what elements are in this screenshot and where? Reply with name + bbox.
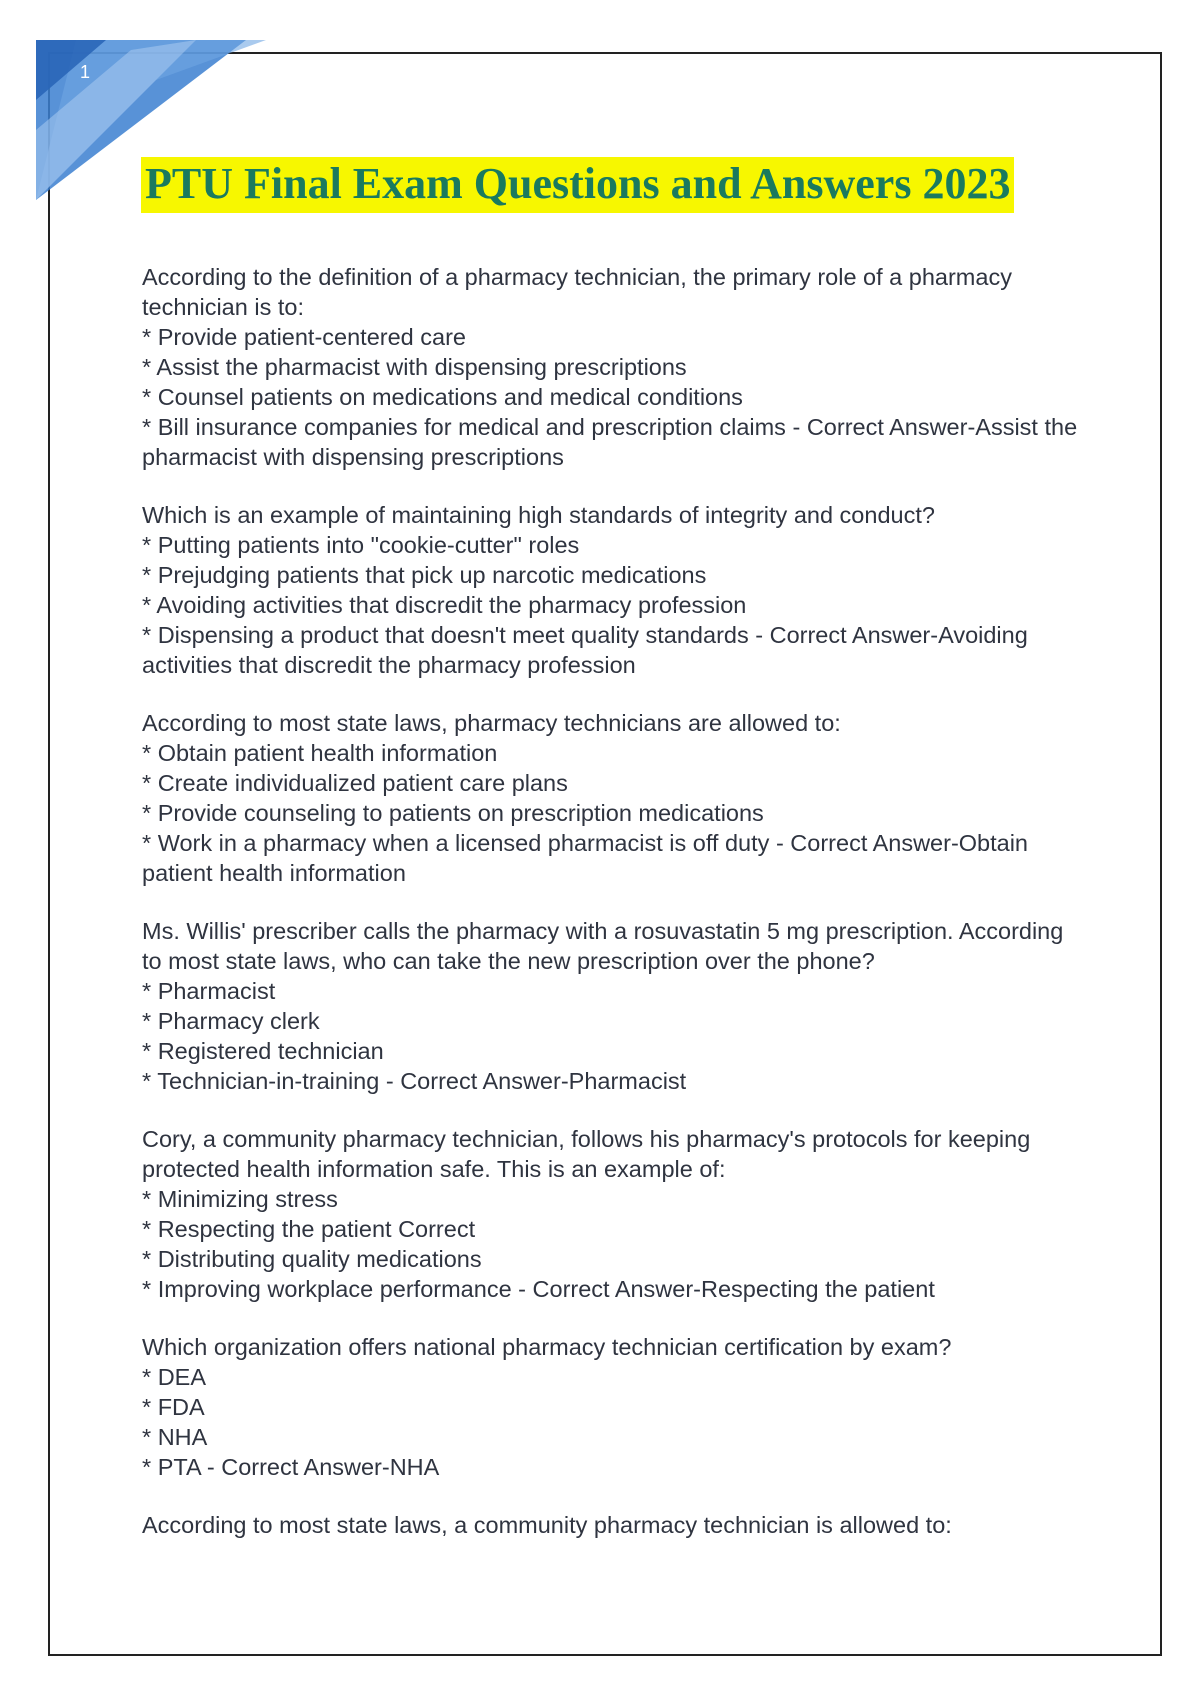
answer-option [142,798,1082,828]
asterisk-bullet-icon: * [142,1246,158,1272]
correct-answer: - Correct Answer-Obtain patient health information [142,830,1029,886]
asterisk-bullet-icon: * [142,1186,158,1212]
asterisk-bullet-icon: * [142,830,158,856]
answer-option-text: Pharmacist [157,978,276,1004]
answer-option-text: Dispensing a product that doesn't meet quality standards [157,622,749,648]
answer-option [142,1274,1082,1304]
answer-option-text: Obtain patient health information [157,740,498,766]
asterisk-bullet-icon: * [142,1394,158,1420]
answer-option-text: Respecting the patient Correct [157,1216,476,1242]
question-text: Which organization offers national pharmacy technician certification by exam? [142,1334,952,1360]
asterisk-bullet-icon: * [142,1364,158,1390]
answer-option-text: Bill insurance companies for medical and prescription claims [157,414,786,440]
asterisk-bullet-icon: * [142,354,157,380]
question-block [142,708,1082,888]
asterisk-bullet-icon: * [142,384,158,410]
document-title: PTU Final Exam Questions and Answers 2023 [141,157,1014,213]
asterisk-bullet-icon: * [142,532,158,558]
answer-option [142,560,1082,590]
asterisk-bullet-icon: * [142,1008,158,1034]
answer-option [142,590,1082,620]
question-block [142,1124,1082,1304]
question-block [142,1510,1082,1540]
answer-option [142,352,1082,382]
asterisk-bullet-icon: * [142,1276,158,1302]
asterisk-bullet-icon: * [142,562,158,588]
answer-option [142,738,1082,768]
answer-option [142,382,1082,412]
asterisk-bullet-icon: * [142,622,158,648]
asterisk-bullet-icon: * [142,1424,158,1450]
asterisk-bullet-icon: * [142,1454,158,1480]
answer-option [142,1422,1082,1452]
answer-option-text: Create individualized patient care plans [157,770,568,796]
asterisk-bullet-icon: * [142,1038,158,1064]
answer-option [142,1006,1082,1036]
answer-option [142,620,1082,680]
answer-option [142,828,1082,888]
answer-option-text: Putting patients into "cookie-cutter" roles [157,532,580,558]
answer-option-text: Minimizing stress [157,1186,338,1212]
question-block [142,500,1082,680]
answer-option [142,1214,1082,1244]
answer-option [142,530,1082,560]
question-text: According to most state laws, a community pharmacy technician is allowed to: [142,1512,952,1538]
answer-option-text: Provide counseling to patients on prescription medications [157,800,764,826]
asterisk-bullet-icon: * [142,978,158,1004]
asterisk-bullet-icon: * [142,800,158,826]
answer-option-text: Assist the pharmacist with dispensing prescriptions [156,354,687,380]
asterisk-bullet-icon: * [142,414,158,440]
question-list [142,262,1082,1568]
question-text: Cory, a community pharmacy technician, follows his pharmacy's protocols for keeping protected health information safe. This is an example of: [142,1126,1031,1182]
question-text: Ms. Willis' prescriber calls the pharmacy with a rosuvastatin 5 mg prescription. According to most state laws, who can take the new prescription over the phone? [142,918,1064,974]
answer-option [142,1392,1082,1422]
asterisk-bullet-icon: * [142,1068,158,1094]
answer-option-text: PTA [157,1454,201,1480]
asterisk-bullet-icon: * [142,1216,158,1242]
answer-option [142,1244,1082,1274]
answer-option [142,1452,1082,1482]
question-text: According to the definition of a pharmacy technician, the primary role of a pharmacy technician is to: [142,264,1012,320]
answer-option-text: Avoiding activities that discredit the pharmacy profession [156,592,747,618]
answer-option-text: Distributing quality medications [157,1246,482,1272]
answer-option [142,1066,1082,1096]
question-text: According to most state laws, pharmacy technicians are allowed to: [142,710,841,736]
answer-option-text: Technician-in-training [157,1068,380,1094]
answer-option-text: Work in a pharmacy when a licensed pharmacist is off duty [157,830,770,856]
correct-answer: - Correct Answer-Pharmacist [379,1068,687,1094]
answer-option [142,1184,1082,1214]
question-block [142,1332,1082,1482]
answer-option [142,322,1082,352]
answer-option [142,412,1082,472]
answer-option-text: Pharmacy clerk [157,1008,320,1034]
answer-option [142,1036,1082,1066]
correct-answer: - Correct Answer-Respecting the patient [511,1276,935,1302]
question-block [142,262,1082,472]
correct-answer: - Correct Answer-Assist the pharmacist with dispensing prescriptions [142,414,1078,470]
answer-option-text: Provide patient-centered care [157,324,466,350]
question-block [142,916,1082,1096]
answer-option-text: NHA [157,1424,208,1450]
answer-option-text: Improving workplace performance [157,1276,512,1302]
page-number: 1 [80,62,91,82]
answer-option [142,1362,1082,1392]
asterisk-bullet-icon: * [142,324,158,350]
correct-answer: - Correct Answer-NHA [200,1454,440,1480]
answer-option-text: Counsel patients on medications and medical conditions [157,384,743,410]
question-text: Which is an example of maintaining high standards of integrity and conduct? [142,502,935,528]
answer-option-text: Registered technician [157,1038,384,1064]
asterisk-bullet-icon: * [142,592,157,618]
answer-option-text: DEA [157,1364,207,1390]
asterisk-bullet-icon: * [142,770,158,796]
correct-answer: - Correct Answer-Avoiding activities that discredit the pharmacy profession [142,622,1028,678]
answer-option-text: Prejudging patients that pick up narcotic medications [157,562,707,588]
asterisk-bullet-icon: * [142,740,158,766]
answer-option-text: FDA [157,1394,205,1420]
answer-option [142,768,1082,798]
answer-option [142,976,1082,1006]
